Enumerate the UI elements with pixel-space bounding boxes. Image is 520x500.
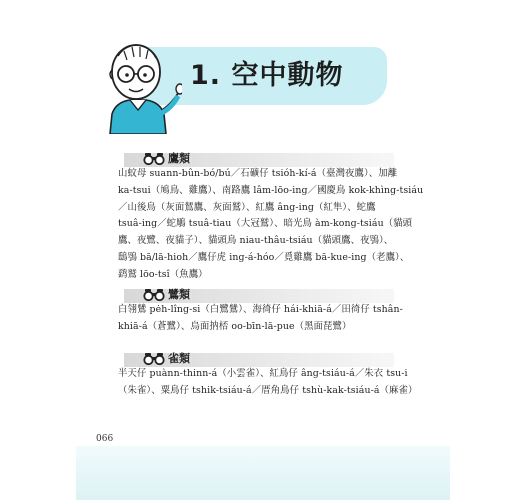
text-line: tsuâ-ing／蛇鵰 tsuâ-tiau（大冠鷲）、暗光鳥 àm-kong-tsiáu（貓頭 [118, 218, 413, 230]
binoculars-icon [143, 151, 165, 165]
section-heading [143, 286, 190, 302]
text-line: ／山後鳥（灰面鵟鷹、灰面鷲）、紅鷹 âng-ing（紅隼）、蛇鷹 [118, 201, 376, 213]
text-line: ka-tsui（鳩鳥、雞鷹）、南路鷹 lâm-lōo-ing／國慶鳥 kok-khìng-tsiáu [118, 184, 424, 196]
text-line: khiā-á（蒼鷺）、烏面抐桮 oo-bīn-lā-pue（黑面琵鷺） [118, 320, 352, 332]
text-line: 鴟鴞 bā/lā-hioh／鷹仔虎 ing-á-hóo／覓雞鷹 bā-kue-ing（老鷹）、 [118, 251, 410, 263]
binoculars-icon [143, 287, 165, 301]
section-title: 鷺類 [168, 288, 190, 301]
section-heading [143, 350, 190, 366]
footer-band [76, 446, 450, 500]
text-line: 山蚊母 suann-bûn-bó/bú／石礦仔 tsióh-kí-á（臺灣夜鷹）、加離 [118, 168, 398, 179]
binoculars-icon [143, 351, 165, 365]
section-title: 雀類 [168, 352, 190, 365]
page-title: 1. 空中動物 [190, 60, 344, 91]
text-line: （朱雀）、粟鳥仔 tshik-tsiáu-á／厝角鳥仔 tshù-kak-tsiáu-á（麻雀） [118, 384, 418, 396]
section-paragraph [118, 366, 418, 400]
section-paragraph [118, 166, 424, 284]
text-line: 白翎鷥 pėh-lîng-si（白鷺鷥）、海徛仔 hái-khiā-á／田徛仔 tshân- [118, 304, 403, 315]
text-line: 鷹、夜鷺、夜貓子）、貓頭鳥 niau-thâu-tsiáu（貓頭鷹、夜鴞）、 [118, 235, 394, 247]
mascot-with-glasses-icon [94, 34, 182, 134]
page-number: 066 [96, 434, 114, 444]
text-line: 半天仔 puànn-thinn-á（小雲雀）、紅鳥仔 âng-tsiáu-á／朱衣 tsu-i [118, 368, 408, 379]
section-paragraph [118, 302, 412, 336]
section-title: 鷹類 [168, 152, 190, 165]
section-heading [143, 150, 190, 166]
text-line: 鹞鷲 lōo-tsî（魚鷹） [118, 268, 208, 280]
